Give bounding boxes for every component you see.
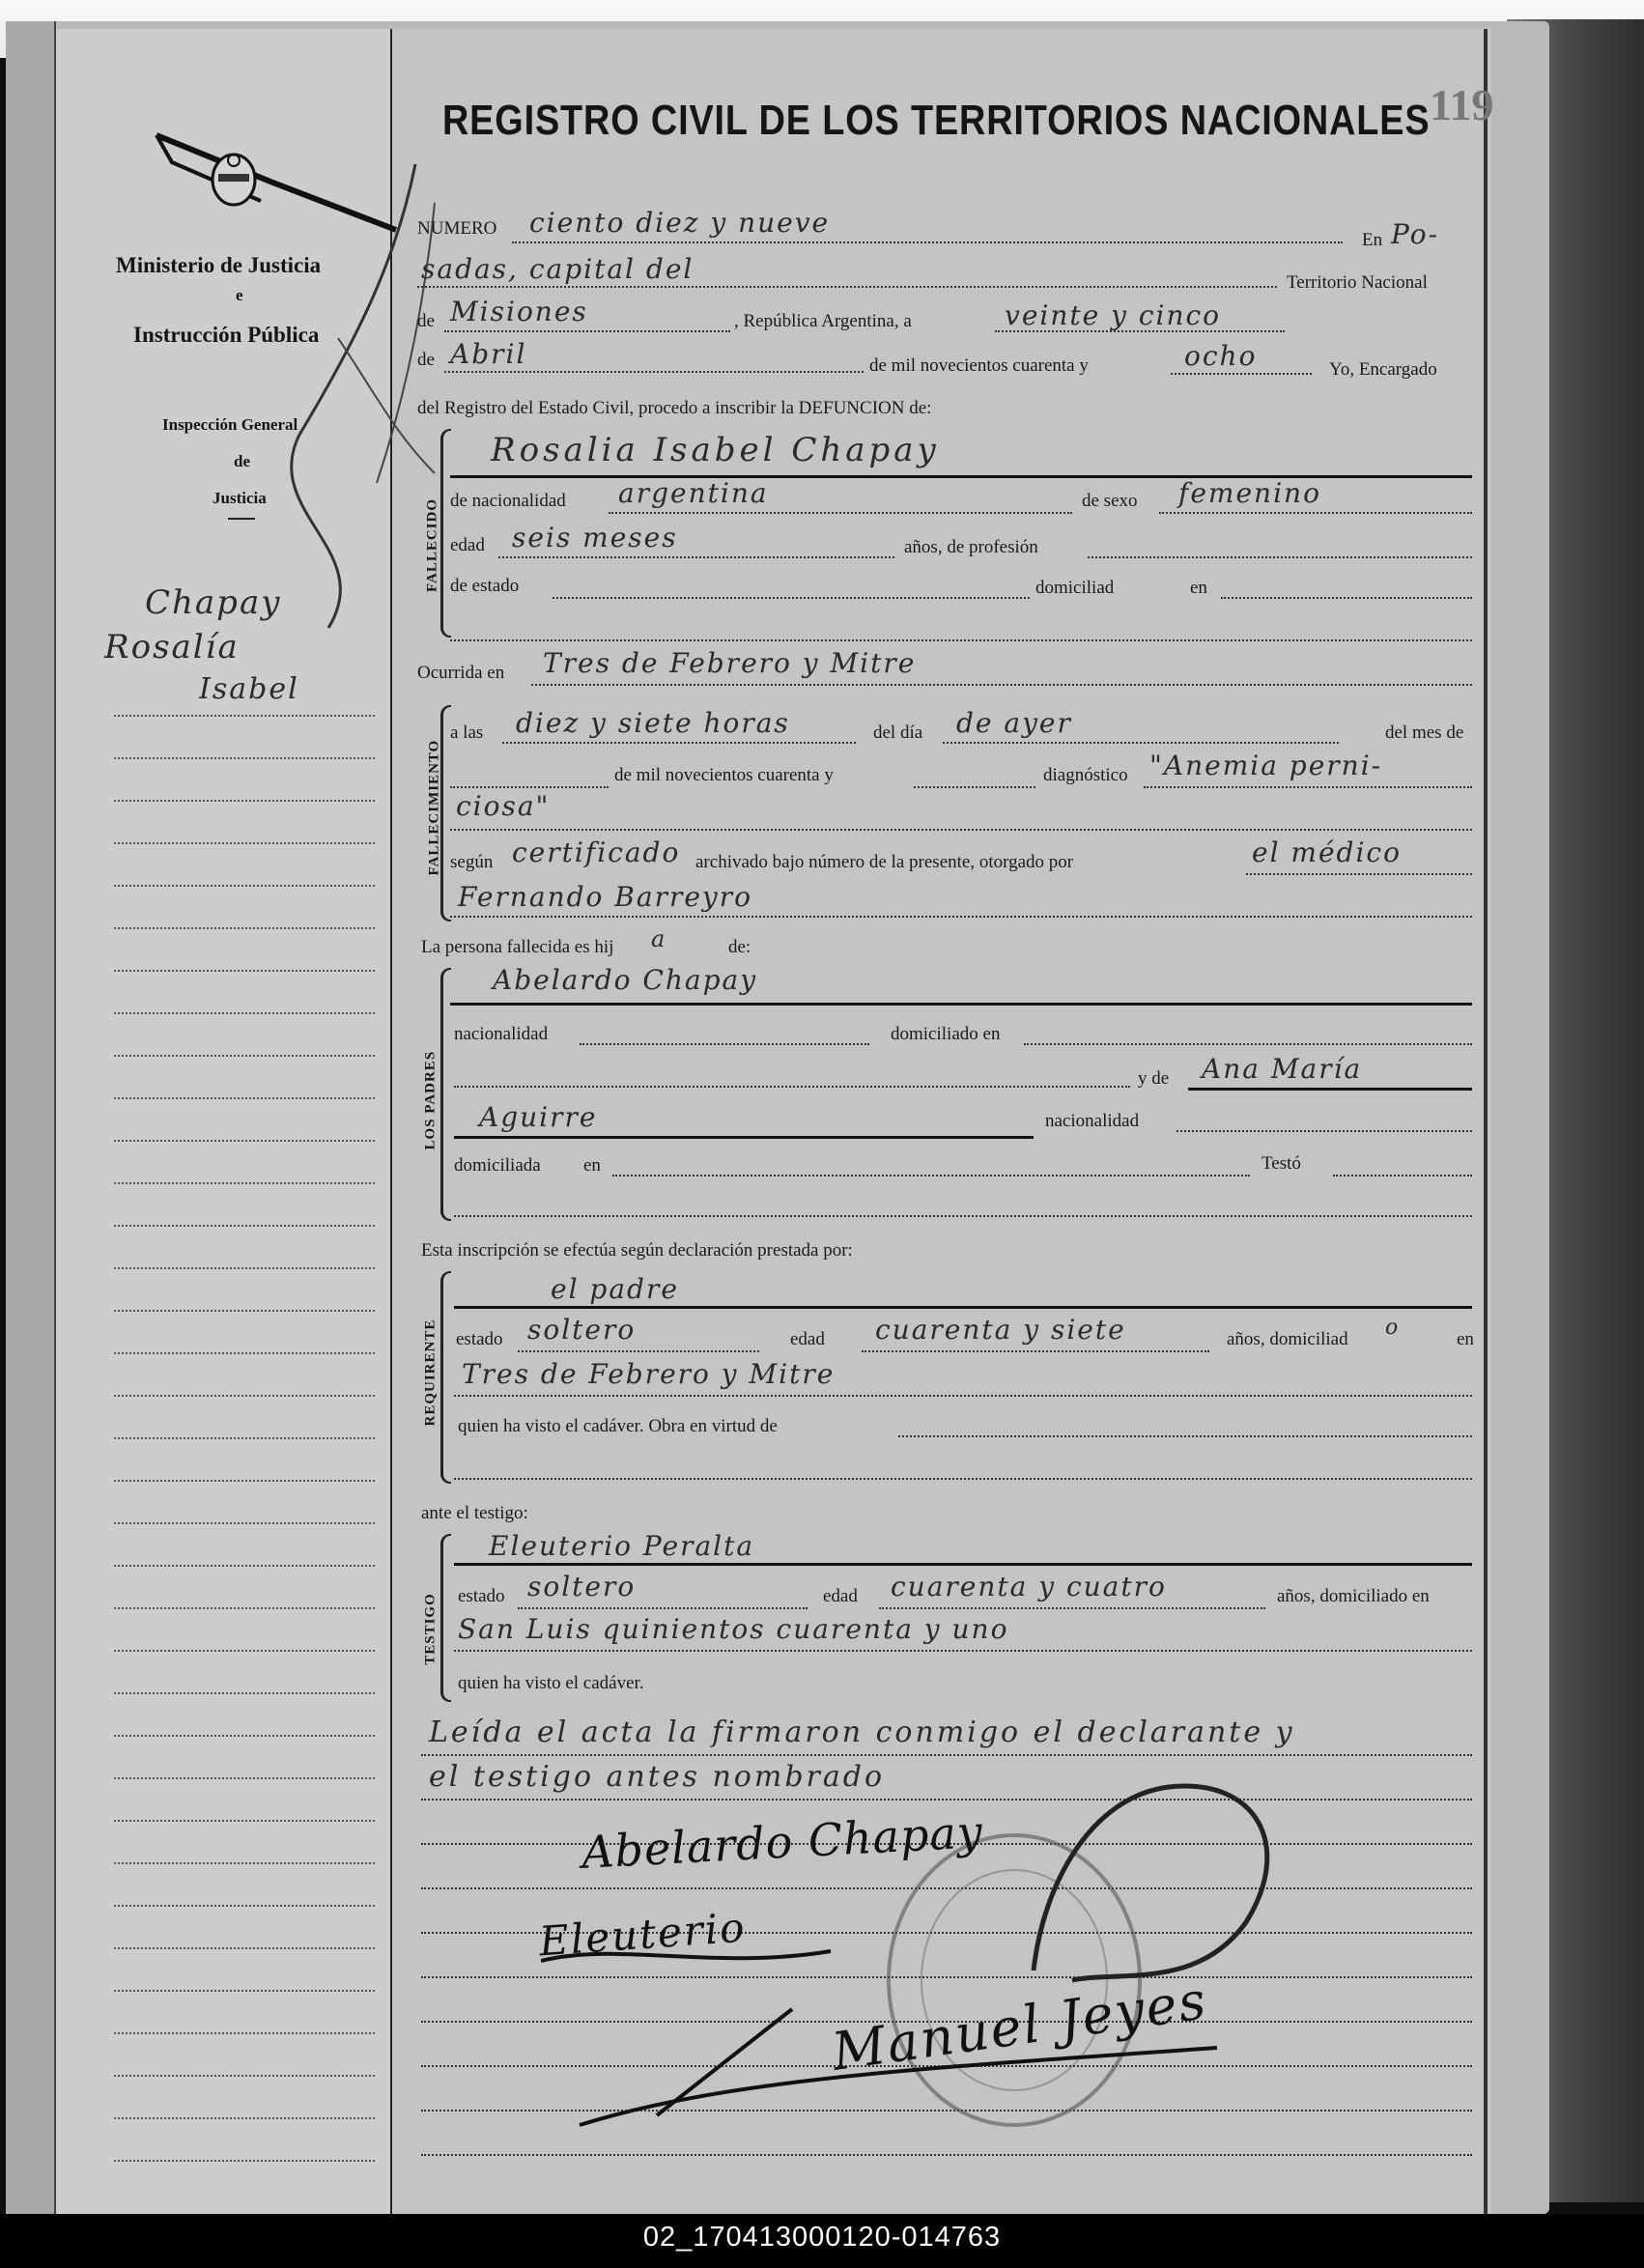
year-value: ocho	[1184, 340, 1258, 372]
signature-underline-strokes	[541, 1932, 1410, 2144]
ocurrida-value: Tres de Febrero y Mitre	[543, 647, 917, 679]
del-mes-label: del mes de	[1385, 723, 1464, 743]
dots-closing-1	[421, 1754, 1472, 1756]
dots-padre-nacionalidad	[580, 1043, 869, 1045]
diagnostico-value-1: "Anemia perni-	[1149, 750, 1383, 781]
fallecido-edad-value: seis meses	[512, 522, 678, 553]
signature-declarante: Abelardo Chapay	[580, 1805, 985, 1879]
margin-rule-line	[114, 1480, 375, 1482]
right-margin-rule	[1484, 29, 1488, 2214]
madre-nacionalidad-label: nacionalidad	[1045, 1111, 1140, 1131]
testigo-name-line	[454, 1563, 1472, 1566]
fallecido-brace	[440, 429, 451, 638]
fallecido-section-label: FALLECIDO	[424, 497, 440, 593]
requirente-value-line	[454, 1306, 1472, 1309]
margin-rule-line	[114, 2117, 375, 2119]
margin-rule-line	[114, 1735, 375, 1737]
madre-name-line-2	[454, 1136, 1034, 1139]
dots-month	[444, 371, 864, 373]
inspection-line-3: Justicia	[213, 489, 267, 507]
margin-rule-line	[114, 1650, 375, 1652]
margin-rule-line	[114, 1947, 375, 1949]
inspection-line-1: Inspección General	[162, 415, 298, 434]
numero-value: ciento diez y nueve	[529, 207, 831, 239]
dia-value: de ayer	[956, 707, 1072, 739]
requirente-cadaver-label: quien ha visto el cadáver. Obra en virtud de	[458, 1416, 778, 1436]
dots-numero	[512, 241, 1343, 243]
anio-label: de mil novecientos cuarenta y	[614, 765, 834, 785]
folio-number: 119	[1430, 80, 1494, 129]
dots-otorgado	[1246, 873, 1472, 875]
padre-name: Abelardo Chapay	[493, 964, 758, 996]
otorgado-value: el médico	[1252, 836, 1402, 868]
dots-ocurrida	[531, 684, 1472, 686]
dots-profesion	[1088, 556, 1472, 558]
dots-sexo	[1159, 512, 1472, 514]
margin-rule-line	[114, 1820, 375, 1822]
a-las-label: a las	[450, 723, 484, 743]
margin-rule-line	[114, 2032, 375, 2034]
sexo-label: de sexo	[1082, 491, 1138, 511]
sexo-value: femenino	[1178, 477, 1321, 509]
margin-rule-line	[114, 1267, 375, 1269]
padre-name-line	[450, 1003, 1472, 1006]
testigo-intro: ante el testigo:	[421, 1503, 528, 1523]
numero-label: NUMERO	[417, 218, 497, 239]
margin-rule-line	[114, 1692, 375, 1694]
testo-label: Testó	[1261, 1153, 1301, 1174]
requirente-en-label: en	[1457, 1329, 1474, 1349]
dots-testigo-domicilio	[454, 1650, 1472, 1652]
dots-madre-nacionalidad	[1176, 1130, 1472, 1132]
blank-rule-line	[421, 2154, 1472, 2156]
archivado-label: archivado bajo número de la presente, otorgado por	[695, 852, 1074, 872]
fallecido-estado-label: de estado	[450, 576, 520, 596]
testigo-domicilio-value: San Luis quinientos cuarenta y uno	[458, 1613, 1009, 1645]
hijo-suffix: a	[651, 925, 667, 952]
dots-year	[1171, 373, 1312, 375]
de2-label: de	[417, 350, 435, 370]
testigo-edad-value: cuarenta y cuatro	[891, 1571, 1167, 1602]
segun-value: certificado	[512, 836, 681, 868]
closing-line-1: Leída el acta la firmaron conmigo el declarante y	[429, 1715, 1295, 1749]
y-de-label: y de	[1138, 1068, 1170, 1089]
deceased-name: Rosalia Isabel Chapay	[491, 431, 940, 469]
margin-rule-line	[114, 927, 375, 929]
dots-padre-domicilio-2	[454, 1086, 1130, 1088]
requirente-edad-label: edad	[790, 1329, 825, 1349]
hora-value: diez y siete horas	[516, 707, 790, 739]
dots-testigo-edad	[879, 1607, 1265, 1609]
testigo-edad-label: edad	[823, 1586, 858, 1606]
signature-testigo: Eleuterio	[537, 1903, 748, 1966]
margin-rule-line	[114, 842, 375, 844]
padre-domiciliado-label: domiciliado en	[891, 1024, 1001, 1044]
segun-label: según	[450, 852, 494, 872]
territorio-label: Territorio Nacional	[1287, 272, 1428, 293]
margin-rule-line	[114, 1607, 375, 1609]
margin-rule-line	[114, 1990, 375, 1992]
dots-requirente-edad	[862, 1350, 1209, 1352]
testigo-cadaver-label: quien ha visto el cadáver.	[458, 1673, 644, 1693]
requirente-brace	[440, 1271, 451, 1484]
register-title: REGISTRO CIVIL DE LOS TERRITORIOS NACIONALES	[442, 97, 1431, 144]
ministry-line-2: e	[236, 286, 243, 304]
margin-rule-line	[114, 1777, 375, 1779]
diagnostico-value-2: ciosa"	[456, 790, 551, 822]
requirente-domicilio-value: Tres de Febrero y Mitre	[462, 1358, 836, 1390]
margin-rule-line	[114, 1140, 375, 1142]
domiciliada-label: domiciliada	[454, 1155, 541, 1176]
testigo-estado-value: soltero	[527, 1571, 637, 1602]
margin-rule-line	[114, 1097, 375, 1099]
fallecido-nacionalidad-label: de nacionalidad	[450, 491, 566, 511]
binding-strip	[6, 21, 56, 2214]
margin-rule-line	[114, 2075, 375, 2077]
dots-fallecido-en	[1221, 597, 1472, 599]
dots-anio	[914, 786, 1035, 788]
margin-rule-line	[114, 1905, 375, 1907]
dots-fallecido-extra	[450, 639, 1472, 641]
madre-name-2: Aguirre	[479, 1101, 598, 1133]
margin-rule-line	[114, 970, 375, 972]
margin-surname: Chapay	[145, 583, 282, 622]
margin-rule-line	[114, 1310, 375, 1312]
margin-rule-line	[114, 1055, 375, 1057]
requirente-intro: Esta inscripción se efectúa según declaración prestada por:	[421, 1240, 853, 1261]
madre-name-1: Ana María	[1202, 1053, 1363, 1085]
requirente-anios-label: años, domiciliad	[1227, 1329, 1348, 1349]
dots-fallecido-edad	[498, 556, 894, 558]
testigo-name: Eleuterio Peralta	[489, 1530, 755, 1562]
testigo-section-label: TESTIGO	[422, 1593, 439, 1665]
margin-rule-line	[114, 1225, 375, 1227]
margin-rule-line	[114, 800, 375, 802]
fallecido-nacionalidad-value: argentina	[618, 477, 769, 509]
dots-madre-domicilio	[612, 1175, 1250, 1177]
ocurrida-label: Ocurrida en	[417, 663, 505, 683]
dots-diagnostico	[1144, 786, 1472, 788]
yo-label: Yo, Encargado	[1329, 359, 1437, 380]
signature-encargado: Manuel Jeyes	[828, 1970, 1211, 2083]
margin-rule-line	[114, 1395, 375, 1397]
dots-padre-domicilio	[1024, 1043, 1472, 1045]
dots-hora	[502, 742, 856, 744]
territorio-value: Misiones	[450, 296, 588, 327]
requirente-estado-label: estado	[456, 1329, 503, 1349]
ministry-line-3: Instrucción Pública	[133, 323, 320, 347]
margin-second-name: Isabel	[199, 672, 299, 706]
requirente-section-label: REQUIRENTE	[422, 1318, 439, 1427]
margin-rule-line	[114, 1862, 375, 1864]
dots-requirente-extra	[454, 1478, 1472, 1480]
day-value: veinte y cinco	[1005, 299, 1222, 331]
dots-requirente-estado	[518, 1350, 759, 1352]
madre-name-line-1	[1188, 1088, 1472, 1091]
requirente-estado-value: soltero	[527, 1314, 637, 1346]
dots-dia	[943, 742, 1339, 744]
padres-brace	[440, 968, 451, 1221]
ministry-line-1: Ministerio de Justicia	[116, 253, 322, 277]
dots-fallecido-estado	[553, 597, 1030, 599]
margin-rule-line	[114, 1565, 375, 1567]
inspection-line-2: de	[234, 452, 250, 470]
en-value-1: Po-	[1391, 218, 1440, 250]
margin-rule-line	[114, 1182, 375, 1184]
testigo-estado-label: estado	[458, 1586, 505, 1606]
dots-territorio	[444, 330, 730, 332]
dots-testigo-estado	[518, 1607, 808, 1609]
medico-value: Fernando Barreyro	[458, 881, 752, 913]
margin-rule-line	[114, 757, 375, 759]
dots-fallecido-nacionalidad	[609, 512, 1072, 514]
dots-diagnostico-2	[450, 829, 1472, 831]
image-caption: 02_170413000120-014763	[642, 2222, 1002, 2253]
en-label: En	[1362, 230, 1383, 250]
margin-rule-line	[114, 1437, 375, 1439]
requirente-edad-value: cuarenta y siete	[875, 1314, 1126, 1346]
dots-padres-extra	[454, 1215, 1472, 1217]
margin-rule-line	[114, 2160, 375, 2162]
month-value: Abril	[450, 338, 527, 370]
margin-first-name: Rosalía	[104, 628, 240, 666]
fallecimiento-section-label: FALLECIMIENTO	[426, 739, 442, 876]
margin-rule-line	[114, 885, 375, 887]
domiciliada-en-label: en	[583, 1155, 601, 1176]
fallecido-en-label: en	[1190, 578, 1207, 598]
testigo-anios-label: años, domiciliado en	[1277, 1586, 1430, 1606]
padres-section-label: LOS PADRES	[422, 1050, 439, 1150]
requirente-value: el padre	[551, 1273, 679, 1305]
padre-nacionalidad-label: nacionalidad	[454, 1024, 549, 1044]
dots-testo	[1333, 1175, 1472, 1177]
fallecido-domiciliado-label: domiciliad	[1035, 578, 1115, 598]
testigo-brace	[440, 1534, 451, 1702]
margin-rule-line	[114, 1522, 375, 1524]
year-label: de mil novecientos cuarenta y	[869, 355, 1089, 376]
dots-requirente-domicilio	[454, 1395, 1472, 1397]
requirente-domiciliado-suffix: o	[1385, 1316, 1401, 1340]
profesion-label: años, de profesión	[904, 537, 1038, 557]
dots-obra	[898, 1435, 1472, 1437]
margin-rule-line	[114, 1012, 375, 1014]
hijo-de: de:	[728, 937, 751, 957]
dots-en	[417, 286, 1277, 288]
dots-medico	[450, 916, 1472, 918]
diagnostico-label: diagnóstico	[1043, 765, 1128, 785]
dots-day	[995, 330, 1285, 332]
en-value-2: sadas, capital del	[421, 253, 694, 285]
dots-mes	[450, 786, 609, 788]
margin-rule-line	[114, 715, 375, 717]
closing-line-2: el testigo antes nombrado	[429, 1760, 886, 1794]
fallecido-edad-label: edad	[450, 535, 485, 555]
del-dia-label: del día	[873, 723, 923, 743]
hijo-label: La persona fallecida es hij	[421, 937, 614, 957]
republica-label: , República Argentina, a	[734, 311, 912, 331]
registro-line: del Registro del Estado Civil, procedo a inscribir la DEFUNCION de:	[417, 398, 932, 418]
margin-rule-line	[114, 1352, 375, 1354]
de-label: de	[417, 311, 435, 331]
